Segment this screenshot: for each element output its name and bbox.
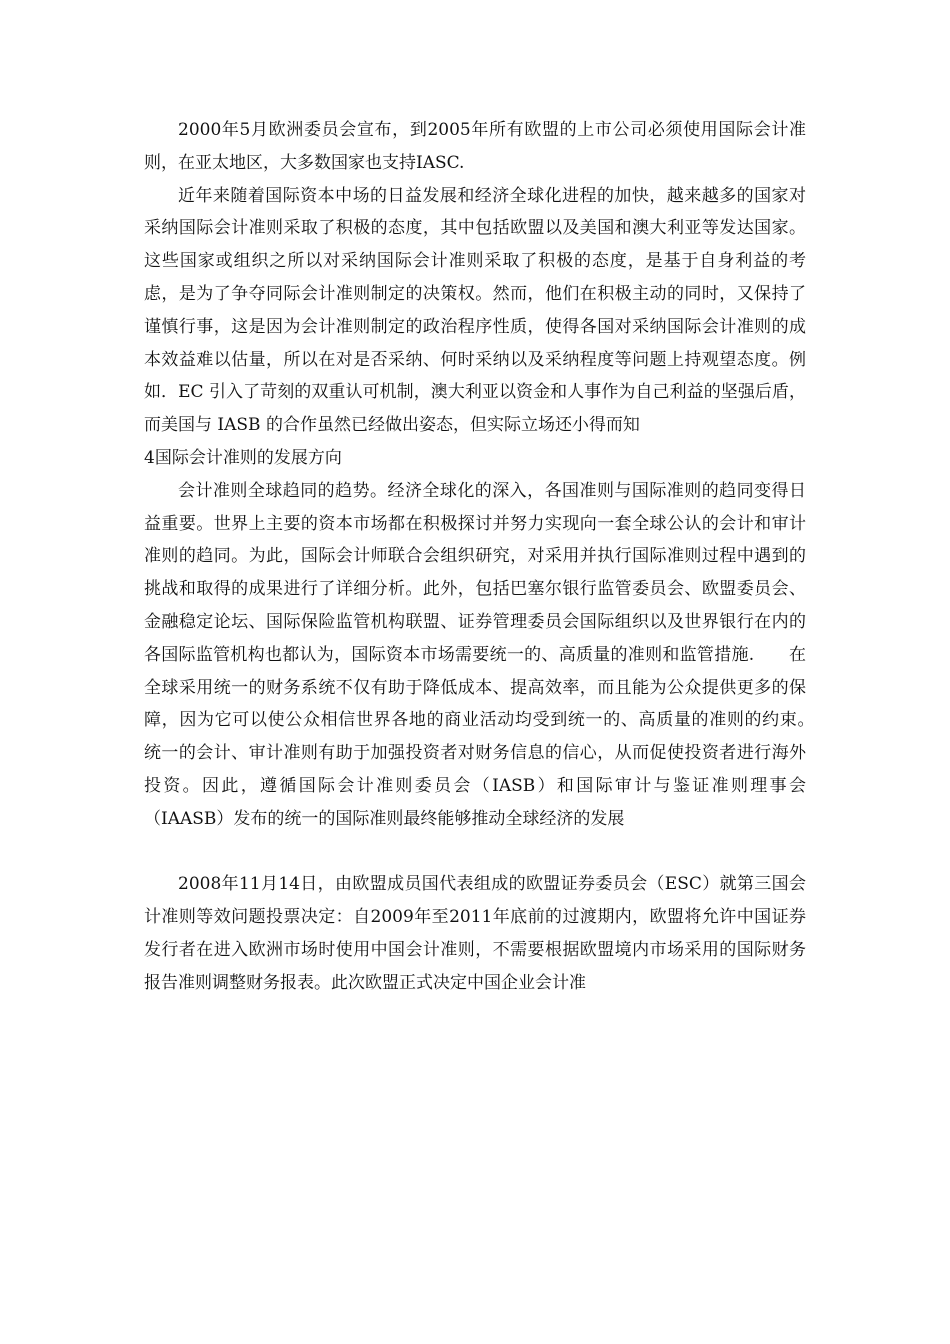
section-heading-4: 4国际会计准则的发展方向 bbox=[144, 447, 342, 468]
paragraph-adoption-attitudes: 近年来随着国际资本中场的日益发展和经济全球化进程的加快，越来越多的国家对采纳国际会计准则采取了积极的态度，其中包括欧盟以及美国和澳大利亚等发达国家。这些国家或组织之所以对采纳国际会计准则采取了积极的态度，是基于自身利益的考虑，是为了争夺同际会计准则制定的决策权。然而，他们在积极主动的同时，又保持了谨慎行事，这是因为会计准则制定的政治程序性质，使得各国对采纳国际会计准则的成本效益难以估量，所以在对是否采纳、何时采纳以及采纳程度等问题上持观望态度。例如．EC 引入了苛刻的双重认可机制，澳大利亚以资金和人事作为自己利益的坚强后盾，而美国与 IASB 的合作虽然已经做出姿态，但实际立场还小得而知 bbox=[144, 185, 806, 436]
paragraph-esc-2008: 2008年11月14日，由欧盟成员国代表组成的欧盟证券委员会（ESC）就第三国会计准则等效问题投票决定：自2009年至2011年底前的过渡期内，欧盟将允许中国证券发行者在进入欧洲市场时使用中国会计准则，不需要根据欧盟境内市场采用的国际财务报告准则调整财务报表。此次欧盟正式决定中国企业会计准 bbox=[144, 874, 806, 993]
paragraph-gap bbox=[144, 836, 806, 869]
paragraph-convergence-trend: 会计准则全球趋同的趋势。经济全球化的深入，各国准则与国际准则的趋同变得日益重要。世界上主要的资本市场都在积极探讨并努力实现向一套全球公认的会计和审计准则的趋同。为此，国际会计师联合会组织研究，对采用并执行国际准则过程中遇到的挑战和取得的成果进行了详细分析。此外，包括巴塞尔银行监管委员会、欧盟委员会、金融稳定论坛、国际保险监管机构联盟、证券管理委员会国际组织以及世界银行在内的各国际监管机构也都认为，国际资本市场需要统一的、高质量的准则和监管措施. 在全球采用统一的财务系统不仅有助于降低成本、提高效率，而且能为公众提供更多的保障，因为它可以使公众相信世界各地的商业活动均受到统一的、高质量的准则的约束。 统一的会计、审计准则有助于加强投资者对财务信息的信心，从而促使投资者进行海外投资。因此，遵循国际会计准则委员会（IASB）和国际审计与鉴证准则理事会（IAASB）发布的统一的国际准则最终能够推动全球经济的发展 bbox=[144, 480, 840, 829]
document-body bbox=[144, 114, 840, 1000]
paragraph-eu-2000: 2000年5月欧洲委员会宣布，到2005年所有欧盟的上市公司必须使用国际会计准则，在亚太地区，大多数国家也支持IASC. bbox=[144, 120, 806, 173]
